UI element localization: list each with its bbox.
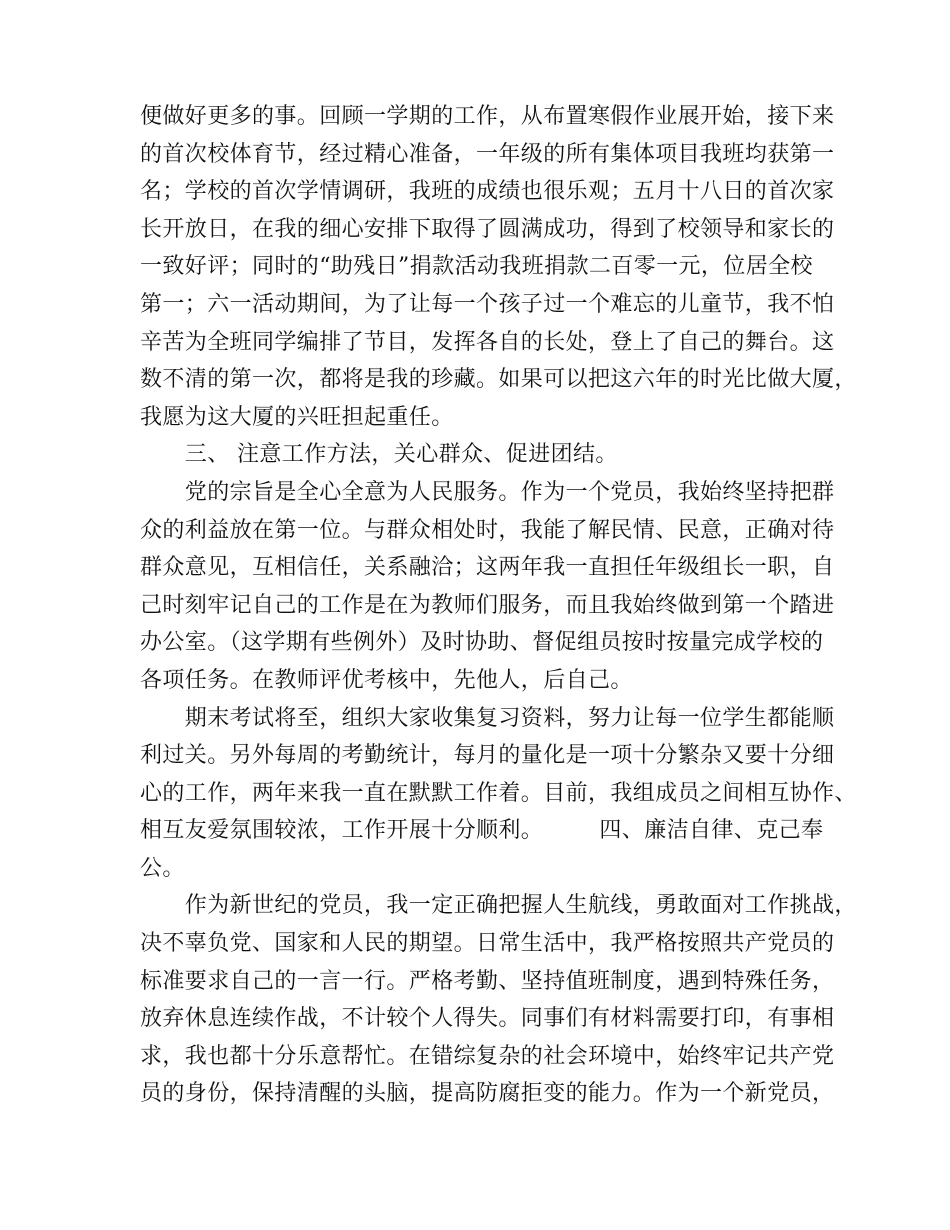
text-line: 长开放日，在我的细心安排下取得了圆满成功，得到了校领导和家长的 (140, 216, 835, 242)
text-line: 己时刻牢记自己的工作是在为教师们服务，而且我始终做到第一个踏进 (140, 592, 835, 618)
text-line: 求，我也都十分乐意帮忙。在错综复杂的社会环境中，始终牢记共产党 (140, 1043, 835, 1069)
text-line: 辛苦为全班同学编排了节目，发挥各自的长处，登上了自己的舞台。这 (140, 329, 835, 355)
text-line: 公。 (140, 855, 185, 881)
text-line: 第一；六一活动期间，为了让每一个孩子过一个难忘的儿童节，我不怕 (140, 291, 835, 317)
text-line: 心的工作，两年来我一直在默默工作着。目前，我组成员之间相互协作、 (140, 780, 857, 806)
text-line: 我愿为这大厦的兴旺担起重任。 (140, 404, 454, 430)
text-line: 各项任务。在教师评优考核中，先他人，后自己。 (140, 667, 633, 693)
text-line: 标准要求自己的一言一行。严格考勤、坚持值班制度，遇到特殊任务， (140, 968, 835, 994)
text-line: 相互友爱氛围较浓，工作开展十分顺利。 四、廉洁自律、克己奉 (140, 818, 824, 844)
text-line: 便做好更多的事。回顾一学期的工作，从布置寒假作业展开始，接下来 (140, 104, 835, 129)
text-line: 的首次校体育节，经过精心准备，一年级的所有集体项目我班均获第一 (140, 141, 835, 167)
text-line: 办公室。（这学期有些例外）及时协助、督促组员按时按量完成学校的 (140, 630, 824, 656)
text-line: 作为新世纪的党员，我一定正确把握人生航线，勇敢面对工作挑战， (140, 893, 857, 919)
text-line: 群众意见，互相信任，关系融洽；这两年我一直担任年级组长一职，自 (140, 555, 835, 581)
text-line: 放弃休息连续作战，不计较个人得失。同事们有材料需要打印，有事相 (140, 1006, 835, 1032)
text-line: 一致好评；同时的“助残日”捐款活动我班捐款二百零一元，位居全校 (140, 254, 813, 280)
body-text (140, 98, 857, 1113)
text-line: 党的宗旨是全心全意为人民服务。作为一个党员，我始终坚持把群 (140, 479, 835, 505)
text-line: 员的身份，保持清醒的头脑，提高防腐拒变的能力。作为一个新党员， (140, 1081, 835, 1107)
text-line: 数不清的第一次，都将是我的珍藏。如果可以把这六年的时光比做大厦， (140, 367, 857, 393)
text-line: 利过关。另外每周的考勤统计，每月的量化是一项十分繁杂又要十分细 (140, 743, 835, 769)
text-line: 三、 注意工作方法，关心群众、促进团结。 (140, 442, 618, 468)
text-line: 期末考试将至，组织大家收集复习资料，努力让每一位学生都能顺 (140, 705, 835, 731)
text-line: 名；学校的首次学情调研，我班的成绩也很乐观；五月十八日的首次家 (140, 179, 835, 205)
text-line: 决不辜负党、国家和人民的期望。日常生活中，我严格按照共产党员的 (140, 931, 835, 957)
text-line: 众的利益放在第一位。与群众相处时，我能了解民情、民意，正确对待 (140, 517, 835, 543)
